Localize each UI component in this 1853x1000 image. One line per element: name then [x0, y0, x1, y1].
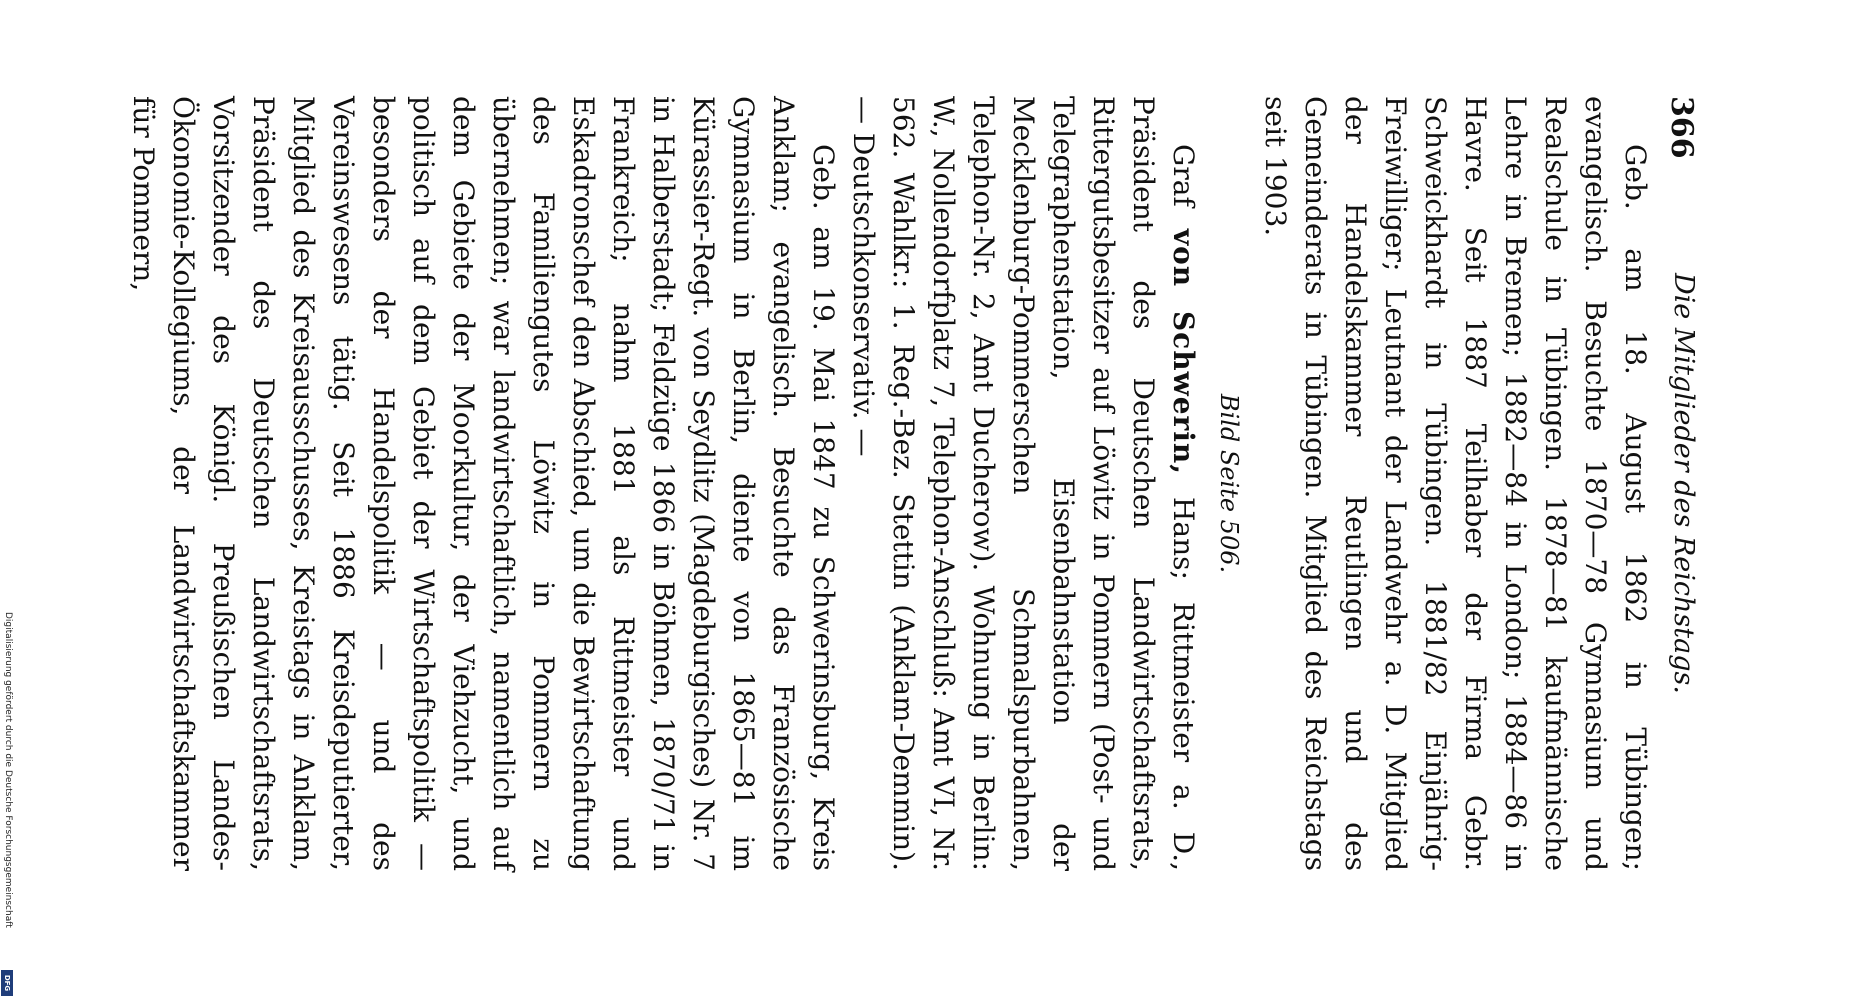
page-content	[123, 96, 1713, 871]
picture-reference: Bild Seite 506.	[1215, 393, 1243, 574]
entry-previous-text: Geb. am 18. August 1862 in Tübingen; evangelisch. Besuchte 1870—78 Gymnasium und Realschule in Tübingen. 1878—81 kaufmännische Lehre in Bremen; 1882—84 in London; 1884—86 in Havre. Seit 1887 Teilhaber der Firma Gebr. Schweickhardt in Tübingen. 1881/82 Einjährig-Freiwilliger; Leutnant der Landwehr a. D. Mitglied der Handelskammer Reutlingen und des Gemeinderats in Tübingen. Mitglied des Reichstags seit 1903.	[1259, 96, 1652, 871]
dfg-logo: DFG	[1, 970, 13, 996]
member-details: Hans; Rittmeister a. D., Präsident des Deutschen Landwirtschaftsrats, Rittergutsbesitzer auf Löwitz in Pommern (Post- und Telegraphenstation, Eisenbahnstation der Mecklenburg-Pommerschen Schmalspurbahnen, Telephon-Nr. 2, Amt Ducherow). Wohnung in Berlin: W., Nollendorfplatz 7, Telephon-Anschluß: Amt VI, Nr. 562. Wahlkr.: 1. Reg.-Bez. Stettin (Anklam-Demmin). — Deutschkonservativ. —	[847, 96, 1200, 871]
member-name: von Schwerin,	[1167, 228, 1200, 476]
entry-schwerin-biography: Geb. am 19. Mai 1847 zu Schwerinsburg, Kreis Anklam; evangelisch. Besuchte das Französische Gymnasium in Berlin, diente von 1865—81 im Kürassier-Regt. von Seydlitz (Magdeburgisches) Nr. 7 in Halberstadt; Feldzüge 1866 in Böhmen, 1870/71 in Frankreich; nahm 1881 als Rittmeister und Eskadronschef den Abschied, um die Bewirtschaftung des Familiengutes Löwitz in Pommern zu übernehmen; war landwirtschaftlich, namentlich auf dem Gebiete der Moorkultur, der Viehzucht, und politisch auf dem Gebiet der Wirtschaftspolitik — besonders der Handelspolitik — und des Vereinswesens tätig. Seit 1886 Kreisdeputierter, Mitglied des Kreisausschusses, Kreistags in Anklam, Präsident des Deutschen Landwirtschaftsrats, Vorsitzender des Königl. Preußischen Landes-Ökonomie-Kollegiums, der Landwirtschaftskammer für Pommern,	[127, 96, 840, 871]
entry-schwerin-heading	[843, 96, 1203, 871]
funding-notice: Digitalisierung gefördert durch die Deutsche Forschungsgemeinschaft	[3, 612, 13, 928]
entry-schwerin	[123, 96, 1203, 871]
page-header	[1655, 96, 1699, 871]
running-head: Die Mitglieder des Reichstags.	[1668, 273, 1699, 694]
entry-previous	[1255, 96, 1655, 871]
page-number: 366	[1664, 96, 1699, 159]
digitization-footer	[0, 612, 14, 998]
title-prefix: Graf	[1167, 144, 1200, 229]
